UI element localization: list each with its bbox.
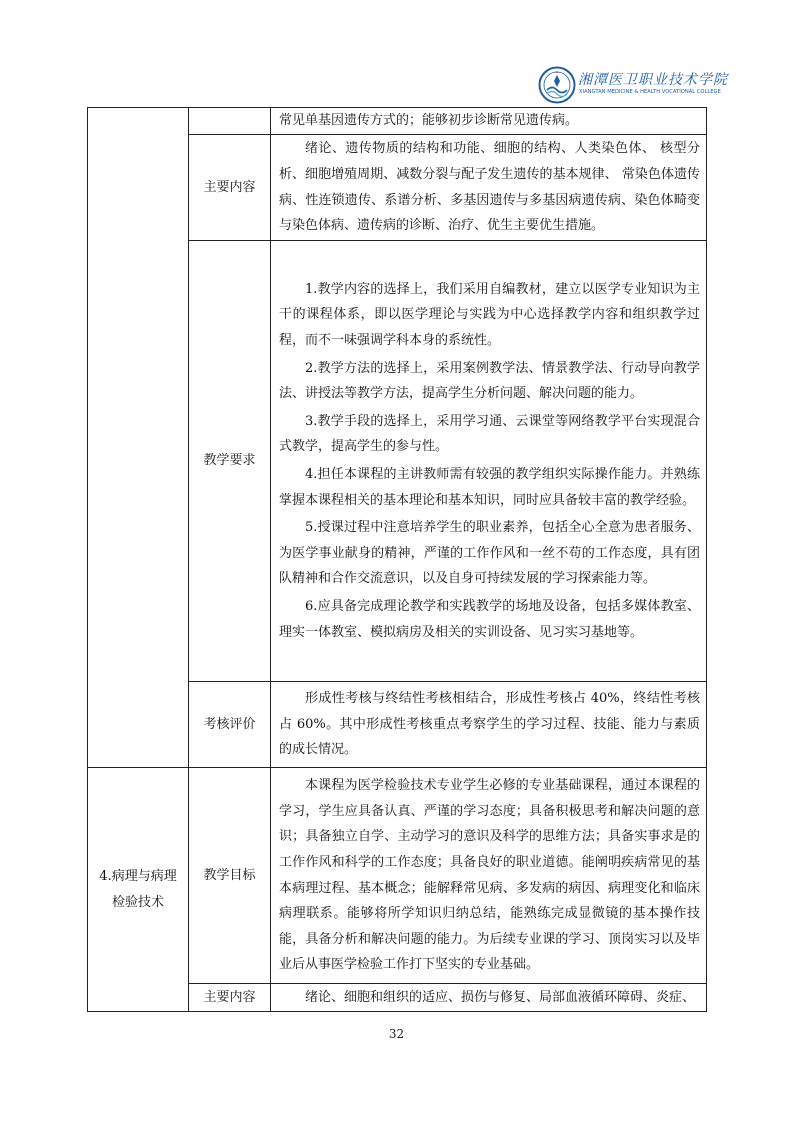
table-row: [88, 768, 707, 984]
content-text: 本课程为医学检验技术专业学生必修的专业基础课程，通过本课程的学习，学生应具备认真、严谨的学习态度；具备积极思考和解决问题的意识；具备独立自学、主动学习的意识及科学的思维方法；具备实事求是的工作作风和科学的工作态度；具备良好的职业道德。能阐明疾病常见的基本病理过程、基本概念；能解释常见病、多发病的病因、病理变化和临床病理联系。能够将所学知识归纳总结，能熟练完成显微镜的基本操作技能，具备分析和解决问题的能力。为后续专业课的学习、顶岗实习以及毕业后从事医学检验工作打下坚实的专业基础。: [279, 778, 700, 973]
content-text: 常见单基因遗传方式的；能够初步诊断常见遗传病。: [279, 113, 579, 129]
logo-chinese-name: 湘潭医卫职业技术学院: [578, 72, 728, 88]
content-text: 形成性考核与终结性考核相结合，形成性考核占 40%，终结性考核占 60%。其中形成性考核重点考察学生的学习过程、技能、能力与素质的成长情况。: [279, 691, 700, 758]
content-text: 绪论、遗传物质的结构和功能、细胞的结构、人类染色体、 核型分析、细胞增殖周期、减数分裂与配子发生遗传的基本规律、 常染色体遗传病、性连锁遗传、系谱分析、多基因遗传与多基因病遗传病、染色体畸变与染色体病、遗传病的诊断、治疗、优生主要优生措施。: [279, 141, 700, 234]
content-text: 绪论、细胞和组织的适应、损伤与修复、局部血液循环障碍、炎症、: [305, 989, 696, 1005]
requirement-item: 5.授课过程中注意培养学生的职业素养，包括全心全意为患者服务、为医学事业献身的精神，严谨的工作作风和一丝不苟的工作态度，具有团队精神和合作交流意识，以及自身可持续发展的学习探索能力等。: [279, 520, 700, 587]
table-row: [88, 108, 707, 135]
page-number: 32: [388, 1027, 405, 1041]
row-label: 教学目标: [189, 768, 271, 984]
college-logo: [538, 66, 728, 106]
content-cell: [271, 682, 707, 768]
content-cell: [271, 241, 707, 682]
content-cell: [271, 108, 707, 135]
row-label: 主要内容: [189, 984, 271, 1012]
requirement-item: 6.应具备完成理论教学和实践教学的场地及设备，包括多媒体教室、理实一体教室、模拟病房及相关的实训设备、见习实习基地等。: [279, 598, 700, 640]
logo-english-name: XIANGTAN MEDICINE & HEALTH VOCATIONAL COLLEGE: [579, 89, 721, 95]
row-label: 考核评价: [189, 682, 271, 768]
course-name: 4.病理与病理检验技术: [99, 868, 177, 910]
content-cell: [271, 768, 707, 984]
label-cell-empty: [189, 108, 271, 135]
course-name-cell-empty: [88, 108, 189, 768]
row-label: 主要内容: [189, 135, 271, 241]
row-label: 教学要求: [189, 241, 271, 682]
course-name-cell: [88, 768, 189, 1012]
content-cell: [271, 135, 707, 241]
college-emblem-icon: [538, 66, 576, 104]
requirement-item: 3.教学手段的选择上，采用学习通、云课堂等网络教学平台实现混合式教学，提高学生的参与性。: [279, 413, 700, 455]
requirement-item: 2.教学方法的选择上，采用案例教学法、情景教学法、行动导向教学法、讲授法等教学方法，提高学生分析问题、解决问题的能力。: [279, 360, 700, 402]
course-table: [87, 107, 707, 1012]
requirement-item: 1.教学内容的选择上，我们采用自编教材，建立以医学专业知识为主干的课程体系，即以医学理论与实践为中心选择教学内容和组织教学过程，而不一味强调学科本身的系统性。: [279, 281, 700, 349]
requirement-item: 4.担任本课程的主讲教师需有较强的教学组织实际操作能力。并熟练掌握本课程相关的基本理论和基本知识，同时应具备较丰富的教学经验。: [279, 467, 700, 508]
content-cell: [271, 984, 707, 1012]
